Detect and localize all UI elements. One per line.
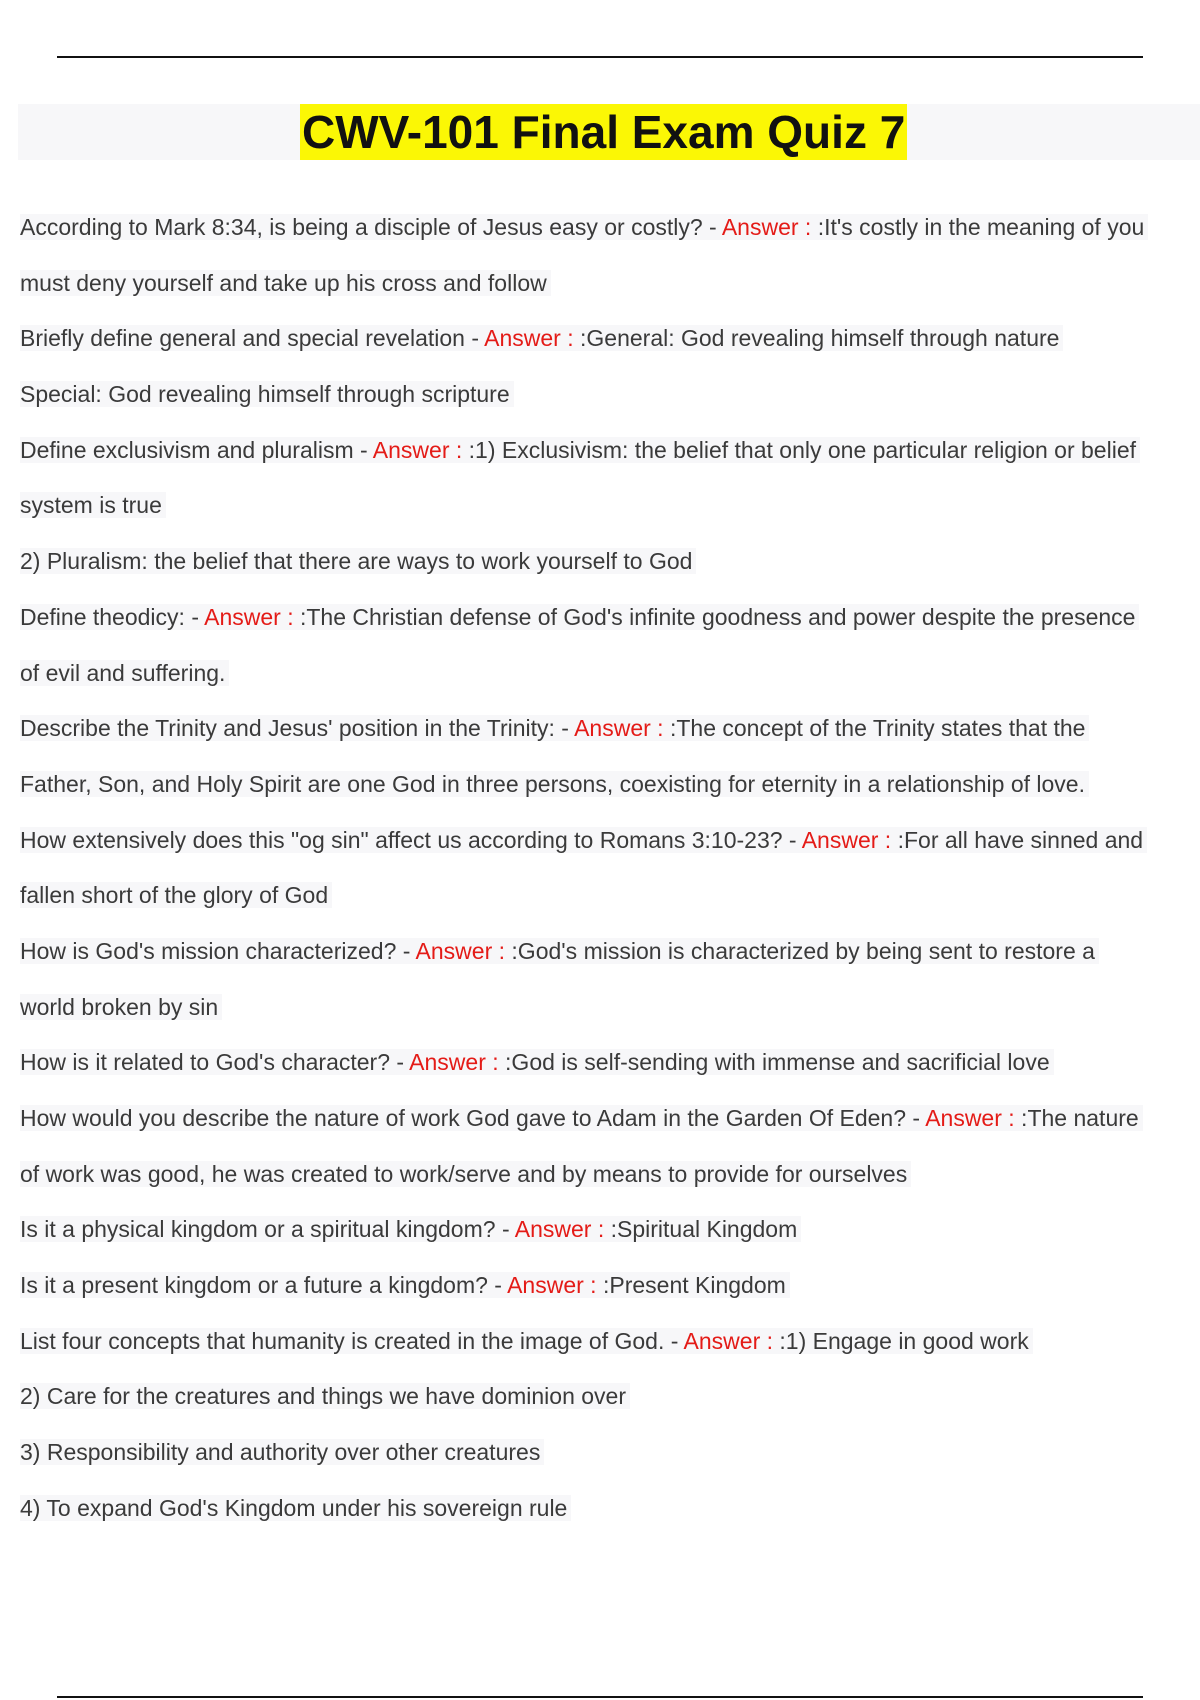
continuation-line — [20, 1481, 1200, 1537]
continuation-text: must deny yourself and take up his cross and follow — [20, 270, 551, 296]
continuation-line — [20, 478, 1200, 534]
answer-text: :1) Exclusivism: the belief that only one particular religion or belief — [462, 436, 1136, 463]
continuation-line — [20, 757, 1200, 813]
answer-label: Answer : — [925, 1105, 1015, 1131]
continuation-text: 4) To expand God's Kingdom under his sovereign rule — [20, 1495, 571, 1521]
answer-label: Answer : — [372, 436, 463, 463]
continuation-line — [20, 534, 1200, 590]
question-text: Is it a present kingdom or a future a kingdom? - — [20, 1272, 508, 1299]
continuation-text: 2) Care for the creatures and things we have dominion over — [20, 1383, 630, 1409]
continuation-text: 3) Responsibility and authority over other creatures — [20, 1439, 544, 1465]
quiz-content — [20, 200, 1200, 1537]
question-line — [20, 813, 1200, 869]
page-title: CWV-101 Final Exam Quiz 7 — [302, 106, 906, 158]
answer-label: Answer : — [204, 603, 294, 630]
answer-label: Answer : — [484, 325, 574, 352]
continuation-line — [20, 646, 1200, 702]
question-text: How is it related to God's character? - — [20, 1049, 410, 1076]
question-line-text — [20, 1105, 1143, 1131]
bottom-rule — [57, 1696, 1143, 1698]
question-line — [20, 701, 1200, 757]
continuation-line — [20, 980, 1200, 1036]
continuation-line — [20, 367, 1200, 423]
question-line — [20, 590, 1200, 646]
question-text: How is God's mission characterized? - — [20, 937, 416, 964]
answer-label: Answer : — [721, 214, 812, 240]
continuation-line — [20, 256, 1200, 312]
question-line-text — [20, 938, 1099, 964]
continuation-text: of evil and suffering. — [20, 660, 229, 686]
answer-text: :Spiritual Kingdom — [604, 1216, 798, 1243]
answer-text: :General: God revealing himself through nature — [573, 325, 1060, 352]
answer-text: :The nature — [1014, 1105, 1139, 1131]
question-line-text — [20, 1328, 1033, 1354]
question-line — [20, 423, 1200, 479]
answer-label: Answer : — [507, 1272, 597, 1299]
continuation-text: 2) Pluralism: the belief that there are ways to work yourself to God — [20, 548, 696, 574]
continuation-line — [20, 1147, 1200, 1203]
answer-label: Answer : — [415, 937, 506, 964]
question-text: Describe the Trinity and Jesus' position in the Trinity: - — [20, 715, 575, 742]
continuation-line — [20, 868, 1200, 924]
answer-text: :Present Kingdom — [596, 1272, 786, 1299]
answer-text: :For all have sinned and — [891, 826, 1144, 853]
question-text: Define theodicy: - — [20, 603, 205, 630]
question-text: How extensively does this "og sin" affect us according to Romans 3:10-23? - — [20, 826, 802, 853]
top-rule — [57, 56, 1143, 58]
continuation-text: world broken by sin — [20, 994, 222, 1020]
question-line-text — [20, 214, 1148, 240]
question-line — [20, 200, 1200, 256]
answer-text: :The Christian defense of God's infinite goodness and power despite the presence — [293, 603, 1136, 630]
question-text: Is it a physical kingdom or a spiritual kingdom? - — [20, 1216, 515, 1243]
question-line-text — [20, 827, 1147, 853]
question-line-text — [20, 715, 1089, 741]
answer-text: :It's costly in the meaning of you — [811, 214, 1145, 240]
question-line — [20, 311, 1200, 367]
question-line-text — [20, 325, 1063, 351]
question-line-text — [20, 437, 1140, 463]
question-line — [20, 1314, 1200, 1370]
answer-text: :The concept of the Trinity states that the — [663, 715, 1086, 742]
question-text: Define exclusivism and pluralism - — [20, 436, 373, 463]
continuation-line — [20, 1425, 1200, 1481]
continuation-line — [20, 1369, 1200, 1425]
answer-label: Answer : — [574, 715, 664, 742]
answer-text: :God is self-sending with immense and sacrificial love — [498, 1049, 1050, 1076]
question-text: How would you describe the nature of work God gave to Adam in the Garden Of Eden? - — [20, 1105, 926, 1131]
answer-label: Answer : — [683, 1327, 774, 1354]
question-text: According to Mark 8:34, is being a disciple of Jesus easy or costly? - — [20, 214, 722, 240]
question-text: List four concepts that humanity is created in the image of God. - — [20, 1327, 684, 1354]
answer-label: Answer : — [409, 1049, 499, 1076]
question-line — [20, 1091, 1200, 1147]
question-line-text — [20, 1216, 801, 1242]
question-line — [20, 1035, 1200, 1091]
question-line — [20, 1202, 1200, 1258]
question-line-text — [20, 1272, 790, 1298]
question-line-text — [20, 1049, 1054, 1075]
answer-text: :God's mission is characterized by being sent to restore a — [505, 937, 1095, 964]
question-text: Briefly define general and special revelation - — [20, 325, 485, 352]
continuation-text: of work was good, he was created to work/serve and by means to provide for ourselves — [20, 1161, 911, 1187]
question-line — [20, 924, 1200, 980]
continuation-text: Special: God revealing himself through scripture — [20, 381, 514, 407]
continuation-text: Father, Son, and Holy Spirit are one God in three persons, coexisting for eternity in a relationship of love. — [20, 771, 1089, 797]
question-line-text — [20, 604, 1139, 630]
answer-label: Answer : — [514, 1216, 605, 1243]
answer-label: Answer : — [801, 826, 892, 853]
answer-text: :1) Engage in good work — [773, 1327, 1029, 1354]
continuation-text: system is true — [20, 492, 166, 518]
continuation-text: fallen short of the glory of God — [20, 882, 332, 908]
question-line — [20, 1258, 1200, 1314]
